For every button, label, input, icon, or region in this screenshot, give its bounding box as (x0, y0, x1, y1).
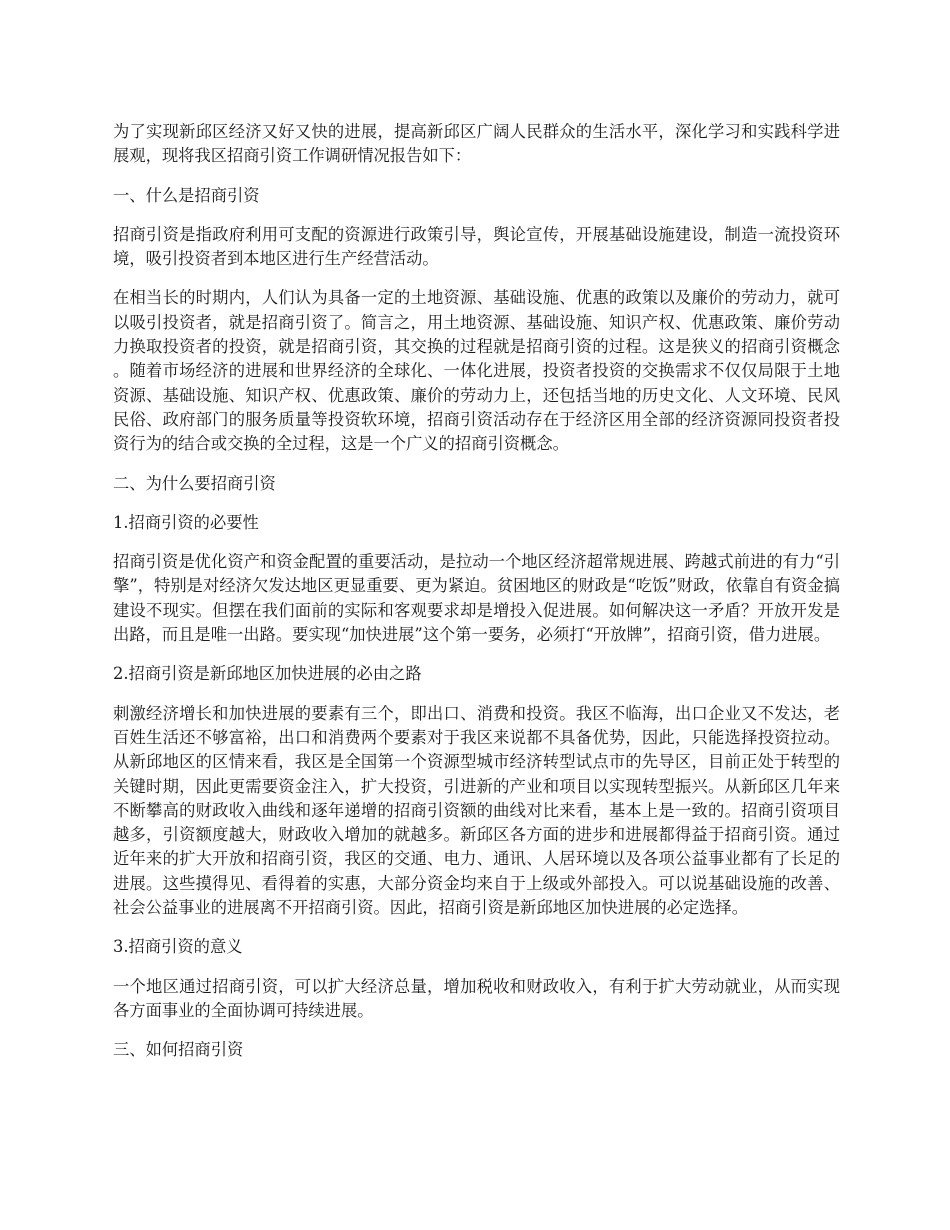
subsection-3-heading: 3.招商引资的意义 (113, 937, 243, 957)
section-3-heading: 三、如何招商引资 (113, 1040, 244, 1060)
subsection-2-paragraph: 刺激经济增长和加快进展的要素有三个，即出口、消费和投资。我区不临海，出口企业又不发达，老百姓生活还不够富裕，出口和消费两个要素对于我区来说都不具备优势，因此，只能选择投资拉动。从新邱地区的区情来看，我区是全国第一个资源型城市经济转型试点市的先导区，目前正处于转型的关键时期，因此更需要资金注入，扩大投资，引进新的产业和项目以实现转型振兴。从新邱区几年来不断攀高的财政收入曲线和逐年递增的招商引资额的曲线对比来看，基本上是一致的。招商引资项目越多，引资额度越大，财政收入增加的就越多。新邱区各方面的进步和进展都得益于招商引资。通过近年来的扩大开放和招商引资，我区的交通、电力、通讯、人居环境以及各项公益事业都有了长足的进展。这些摸得见、看得着的实惠，大部分资金均来自于上级或外部投入。可以说基础设施的改善、社会公益事业的进展离不开招商引资。因此，招商引资是新邱地区加快进展的必定选择。 (113, 703, 840, 918)
section-1-paragraph-2: 在相当长的时期内，人们认为具备一定的土地资源、基础设施、优惠的政策以及廉价的劳动力，就可以吸引投资者，就是招商引资了。简言之，用土地资源、基础设施、知识产权、优惠政策、廉价劳动力换取投资者的投资，就是招商引资，其交换的过程就是招商引资的过程。这是狭义的招商引资概念。随着市场经济的进展和世界经济的全球化、一体化进展，投资者投资的交换需求不仅仅局限于土地资源、基础设施、知识产权、优惠政策、廉价的劳动力上，还包括当地的历史文化、人文环境、民风民俗、政府部门的服务质量等投资软环境，招商引资活动存在于经济区用全部的经济资源同投资者投资行为的结合或交换的全过程，这是一个广义的招商引资概念。 (113, 288, 840, 454)
document-body (113, 120, 840, 1078)
section-1-paragraph-1: 招商引资是指政府利用可支配的资源进行政策引导，舆论宣传，开展基础设施建设，制造一流投资环境，吸引投资者到本地区进行生产经营活动。 (113, 224, 840, 269)
intro-paragraph: 为了实现新邱区经济又好又快的进展，提高新邱区广阔人民群众的生活水平，深化学习和实践科学进展观，现将我区招商引资工作调研情况报告如下： (113, 122, 840, 166)
subsection-3-paragraph: 一个地区通过招商引资，可以扩大经济总量，增加税收和财政收入，有利于扩大劳动就业，从而实现各方面事业的全面协调可持续进展。 (113, 976, 840, 1020)
subsection-2-heading: 2.招商引资是新邱地区加快进展的必由之路 (113, 664, 422, 684)
section-2-heading: 二、为什么要招商引资 (113, 473, 276, 493)
subsection-1-heading: 1.招商引资的必要性 (113, 512, 259, 532)
section-1-heading: 一、什么是招商引资 (113, 185, 260, 205)
subsection-1-paragraph: 招商引资是优化资产和资金配置的重要活动，是拉动一个地区经济超常规进展、跨越式前进的有力“引擎”，特别是对经济欠发达地区更显重要、更为紧迫。贫困地区的财政是“吃饭”财政，依靠自有资金搞建设不现实。但摆在我们面前的实际和客观要求却是增投入促进展。如何解决这一矛盾？开放开发是出路，而且是唯一出路。要实现“加快进展”这个第一要务，必须打“开放牌”，招商引资，借力进展。 (113, 552, 840, 645)
